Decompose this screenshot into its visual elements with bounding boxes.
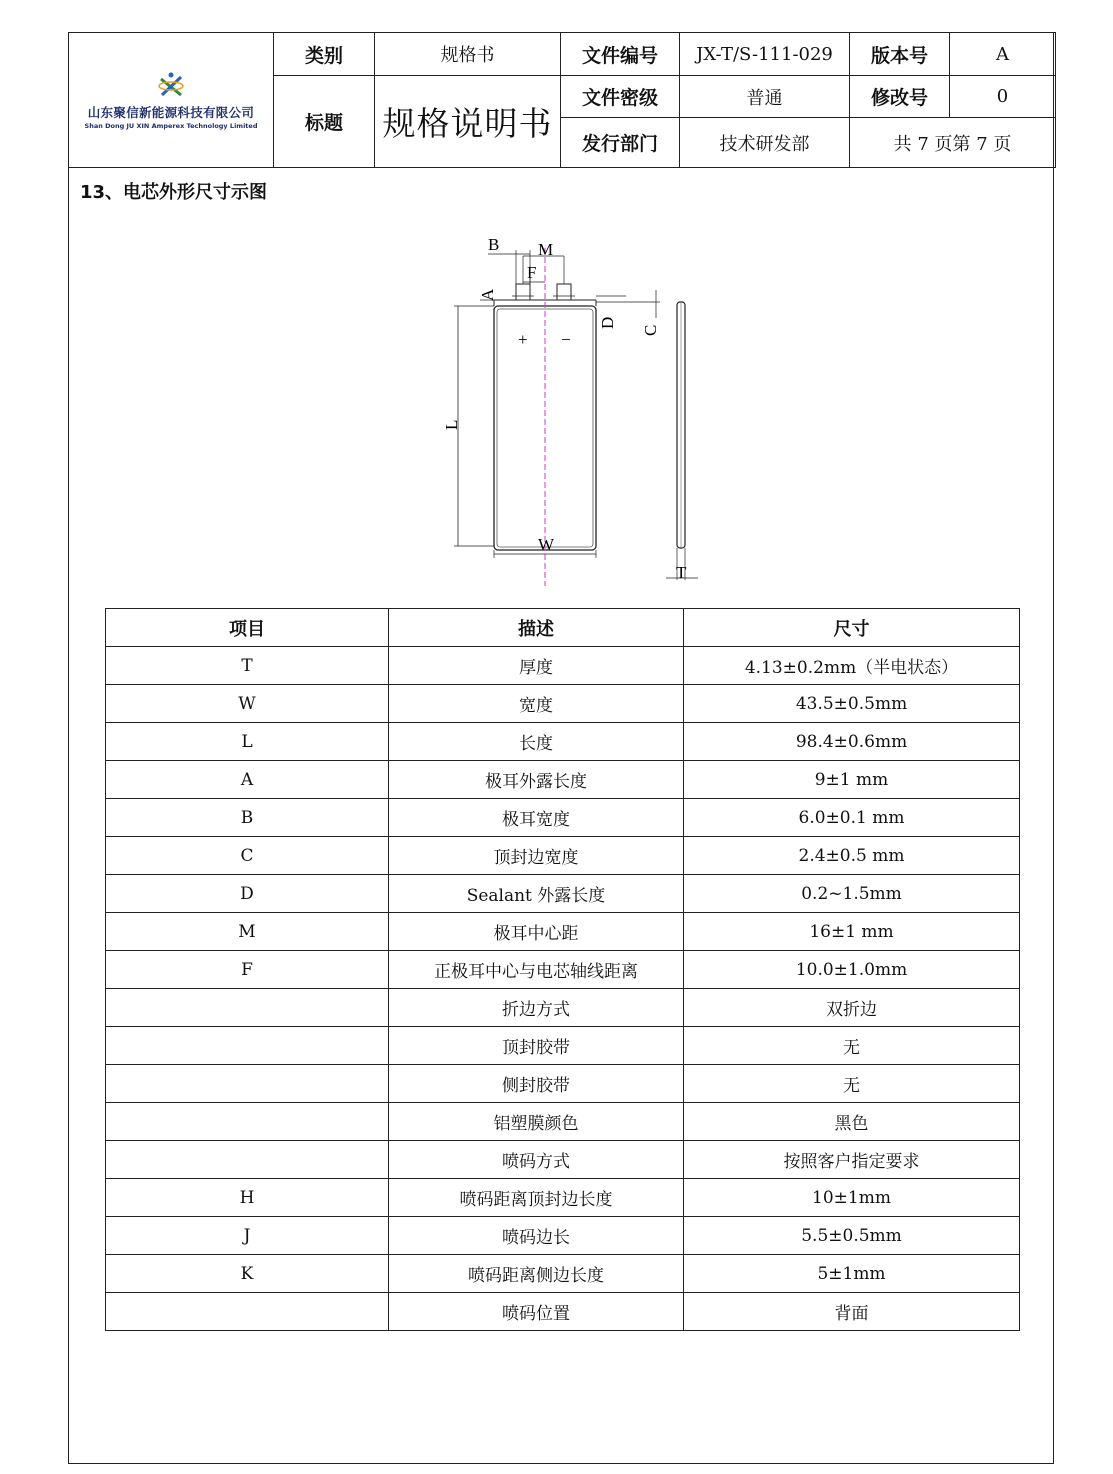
secrecy-label: 文件密级 xyxy=(561,76,680,118)
cell-description: 正极耳中心与电芯轴线距离 xyxy=(389,951,684,989)
cell-item-code: M xyxy=(106,913,389,951)
cell-size: 无 xyxy=(684,1027,1020,1065)
company-logo-cell xyxy=(69,33,274,168)
table-row xyxy=(106,989,1020,1027)
cell-item-code: D xyxy=(106,875,389,913)
cell-size: 98.4±0.6mm xyxy=(684,723,1020,761)
cell-size: 2.4±0.5 mm xyxy=(684,837,1020,875)
label-plus: + xyxy=(518,330,528,349)
cell-size: 4.13±0.2mm（半电状态） xyxy=(684,647,1020,685)
revision-value: 0 xyxy=(950,76,1056,118)
cell-description: 长度 xyxy=(389,723,684,761)
negative-tab xyxy=(557,284,571,300)
cell-size: 5.5±0.5mm xyxy=(684,1217,1020,1255)
table-row xyxy=(106,1065,1020,1103)
docno-value: JX-T/S-111-029 xyxy=(680,33,850,76)
label-b: B xyxy=(488,235,500,254)
table-row xyxy=(106,1141,1020,1179)
label-l: L xyxy=(442,419,461,430)
spec-table xyxy=(105,608,1020,1331)
table-row xyxy=(106,1027,1020,1065)
cell-size: 0.2~1.5mm xyxy=(684,875,1020,913)
table-row xyxy=(106,799,1020,837)
document-header-table xyxy=(68,32,1056,168)
dept-value: 技术研发部 xyxy=(680,118,850,168)
cell-size: 黑色 xyxy=(684,1103,1020,1141)
label-w: W xyxy=(538,535,555,554)
cell-item-code: L xyxy=(106,723,389,761)
cell-description: 喷码距离侧边长度 xyxy=(389,1255,684,1293)
cell-size: 10.0±1.0mm xyxy=(684,951,1020,989)
label-m: M xyxy=(538,240,554,259)
spec-table-header-row xyxy=(106,609,1020,647)
table-row xyxy=(106,1217,1020,1255)
cell-description: 厚度 xyxy=(389,647,684,685)
cell-item-code xyxy=(106,1103,389,1141)
column-header-description: 描述 xyxy=(389,609,684,647)
revision-label: 修改号 xyxy=(850,76,950,118)
cell-item-code: H xyxy=(106,1179,389,1217)
cell-description: 极耳外露长度 xyxy=(389,761,684,799)
company-logo-icon xyxy=(156,71,186,101)
cell-description: 喷码边长 xyxy=(389,1217,684,1255)
cell-item-code xyxy=(106,1141,389,1179)
cell-size: 16±1 mm xyxy=(684,913,1020,951)
version-label: 版本号 xyxy=(850,33,950,76)
cell-item-code: J xyxy=(106,1217,389,1255)
table-row xyxy=(106,875,1020,913)
cell-item-code xyxy=(106,1027,389,1065)
dept-label: 发行部门 xyxy=(561,118,680,168)
cell-item-code: K xyxy=(106,1255,389,1293)
table-row xyxy=(106,913,1020,951)
table-row xyxy=(106,647,1020,685)
cell-size: 按照客户指定要求 xyxy=(684,1141,1020,1179)
label-f: F xyxy=(527,263,537,282)
category-value: 规格书 xyxy=(375,33,561,76)
table-row xyxy=(106,685,1020,723)
cell-description: 宽度 xyxy=(389,685,684,723)
cell-description: 极耳宽度 xyxy=(389,799,684,837)
cell-description: 顶封边宽度 xyxy=(389,837,684,875)
company-name-en: Shan Dong JU XIN Amperex Technology Limited xyxy=(84,121,258,130)
table-row xyxy=(106,1293,1020,1331)
section-title: 13、电芯外形尺寸示图 xyxy=(80,182,268,203)
cell-description: 喷码位置 xyxy=(389,1293,684,1331)
column-header-item: 项目 xyxy=(106,609,389,647)
cell-item-code: A xyxy=(106,761,389,799)
version-value: A xyxy=(950,33,1056,76)
cell-item-code xyxy=(106,1065,389,1103)
cell-size: 无 xyxy=(684,1065,1020,1103)
table-row xyxy=(106,761,1020,799)
cell-item-code xyxy=(106,1293,389,1331)
label-minus: − xyxy=(561,330,571,349)
cell-item-code xyxy=(106,989,389,1027)
cell-item-code: B xyxy=(106,799,389,837)
cell-description: 铝塑膜颜色 xyxy=(389,1103,684,1141)
table-row xyxy=(106,837,1020,875)
cell-description: 顶封胶带 xyxy=(389,1027,684,1065)
label-c: C xyxy=(641,324,660,336)
cell-description: 折边方式 xyxy=(389,989,684,1027)
cell-item-code: T xyxy=(106,647,389,685)
table-row xyxy=(106,1179,1020,1217)
company-name-cn: 山东聚信新能源科技有限公司 xyxy=(87,104,255,120)
category-label: 类别 xyxy=(274,33,375,76)
table-row xyxy=(106,951,1020,989)
cell-size: 背面 xyxy=(684,1293,1020,1331)
cell-size: 9±1 mm xyxy=(684,761,1020,799)
positive-tab xyxy=(516,284,530,300)
label-t: T xyxy=(676,563,687,582)
cell-size: 10±1mm xyxy=(684,1179,1020,1217)
cell-description: 喷码方式 xyxy=(389,1141,684,1179)
cell-item-code: F xyxy=(106,951,389,989)
cell-size: 双折边 xyxy=(684,989,1020,1027)
column-header-size: 尺寸 xyxy=(684,609,1020,647)
cell-description: Sealant 外露长度 xyxy=(389,875,684,913)
cell-size: 5±1mm xyxy=(684,1255,1020,1293)
page-info: 共 7 页第 7 页 xyxy=(850,118,1056,168)
title-value: 规格说明书 xyxy=(375,76,561,168)
cell-size: 6.0±0.1 mm xyxy=(684,799,1020,837)
title-label: 标题 xyxy=(274,76,375,168)
spec-table-body xyxy=(106,647,1020,1331)
label-d: D xyxy=(598,316,617,329)
cell-dimension-diagram xyxy=(430,228,710,588)
table-row xyxy=(106,1255,1020,1293)
table-row xyxy=(106,1103,1020,1141)
cell-description: 极耳中心距 xyxy=(389,913,684,951)
cell-description: 喷码距离顶封边长度 xyxy=(389,1179,684,1217)
label-a: A xyxy=(478,288,497,301)
docno-label: 文件编号 xyxy=(561,33,680,76)
table-row xyxy=(106,723,1020,761)
cell-size: 43.5±0.5mm xyxy=(684,685,1020,723)
cell-item-code: W xyxy=(106,685,389,723)
cell-description: 侧封胶带 xyxy=(389,1065,684,1103)
cell-item-code: C xyxy=(106,837,389,875)
secrecy-value: 普通 xyxy=(680,76,850,118)
